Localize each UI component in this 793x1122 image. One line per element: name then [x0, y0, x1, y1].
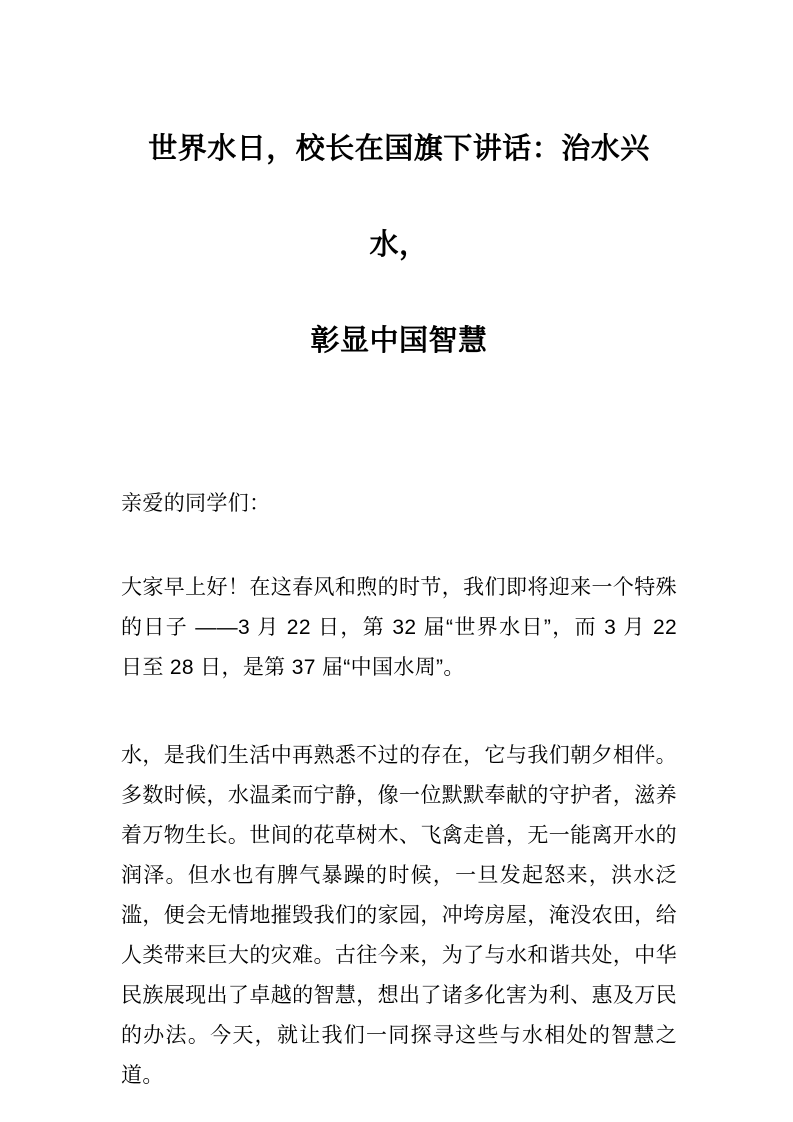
document-title-line-2: 彰显中国智慧 [310, 325, 488, 357]
document-title [121, 101, 677, 389]
greeting-line: 亲爱的同学们： [121, 492, 271, 515]
paragraph-world-water-day: 大家早上好！在这春风和煦的时节，我们即将迎来一个特殊的日子 ——3 月 22 日，第 32 届“世界水日”，而 3 月 22 日至 28 日，是第 37 届“中国水周”。 [121, 576, 677, 679]
paragraph-about-water: 水，是我们生活中再熟悉不过的存在，它与我们朝夕相伴。多数时候，水温柔而宁静，像一位默默奉献的守护者，滋养着万物生长。世间的花草树木、飞禽走兽，无一能离开水的润泽。但水也有脾气暴躁的时候，一旦发起怒来，洪水泛滥，便会无情地摧毁我们的家园，冲垮房屋，淹没农田，给人类带来巨大的灾难。古往今来，为了与水和谐共处，中华民族展现出了卓越的智慧，想出了诸多化害为利、惠及万民的办法。今天，就让我们一同探寻这些与水相处的智慧之道。 [121, 744, 677, 1087]
document-title-line-1: 世界水日，校长在国旗下讲话：治水兴水， [148, 133, 650, 261]
